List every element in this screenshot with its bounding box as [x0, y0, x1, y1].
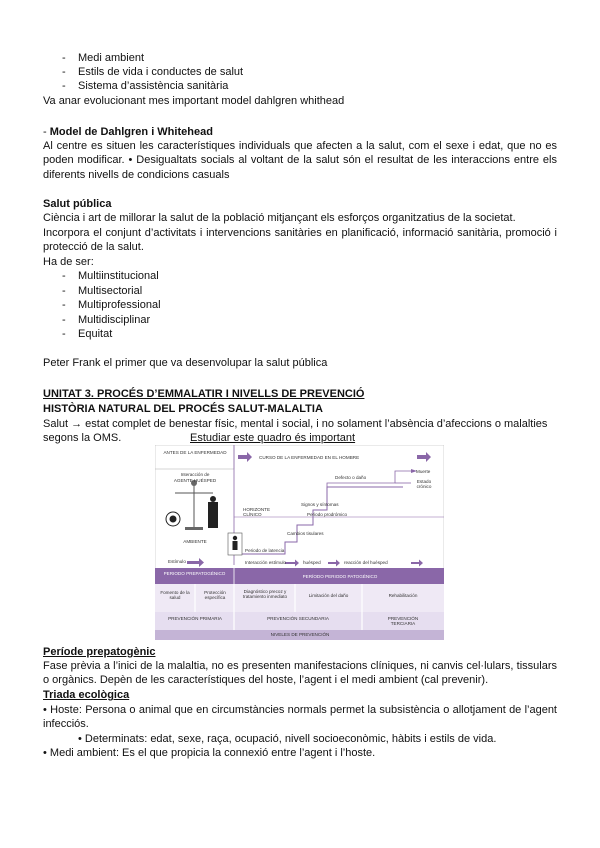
natural-history-diagram [155, 445, 444, 640]
study-note: Estudiar este quadro és important [190, 432, 356, 444]
diagram-label: Cambios tisulares [287, 531, 324, 536]
list-item: - Multiprofessional [62, 299, 161, 311]
diagram-label: PREVENCIÓN PRIMARIA [168, 616, 222, 621]
diagram-label: Limitación del daño [308, 593, 349, 598]
salut-definition: Salut → estat complet de benestar físic, mental i social, i no solament l’absència d’afeccions o malalties [43, 418, 548, 430]
unitat-title: UNITAT 3. PROCÉS D’EMMALATIR I NIVELLS DE PREVENCIÓ [43, 388, 365, 400]
dahlgren-heading: - Model de Dahlgren i Whitehead [43, 126, 213, 138]
evolution-line: Va anar evolucionant mes important model dahlgren whithead [43, 95, 345, 107]
diagram-label: Defecto o daño [335, 475, 367, 480]
diagram-label: CURSO DE LA ENFERMEDAD EN EL HOMBRE [259, 455, 360, 460]
diagram-label: Interacción de [180, 472, 210, 477]
list-item: - Equitat [62, 328, 113, 340]
diagram-label: Signos y síntomas [301, 502, 339, 507]
diagram-label: ANTES DE LA ENFERMEDAD [163, 450, 227, 455]
diagram-label: PREVENCIÓN SECUNDARIA [267, 616, 329, 621]
list-item: - Multidisciplinar [62, 314, 151, 326]
list-item: - Estils de vida i conductes de salut [62, 66, 244, 78]
diagram-label: Periodo de latencia [245, 548, 285, 553]
prepatogenic-heading: Període prepatogènic [43, 646, 156, 658]
triada-medi: • Medi ambient: Es el que propicia la connexió entre l’agent i l’hoste. [43, 747, 376, 759]
peter-frank-line: Peter Frank el primer que va desenvolupar la salut pública [43, 357, 328, 369]
salut-publica-definition: Ciència i art de millorar la salut de la població mitjançant els esforços organitzatius de la societat. [43, 212, 516, 224]
salut-publica-activities: Incorpora el conjunt d’activitats i intervencions sanitàries en planificació, informació sanitària, promoció i protecció de la salut. [43, 227, 557, 254]
diagram-label: Interacción estímulo [245, 560, 287, 565]
prepatogenic-text: Fase prèvia a l’inici de la malaltia, no es presenten manifestacions clíniques, ni canvis cel·lulars, tissulars o orgànics. Depèn de les característiques del hoste, l’agent i el medi ambient (cal prevenir). [43, 660, 557, 687]
diagram-label: huésped [303, 560, 321, 565]
diagram-label: AMBIENTE [183, 539, 207, 544]
triada-hoste: • Hoste: Persona o animal que en circumstàncies normals permet la subsistència o allotjament de l’agent infecciós. [43, 704, 557, 731]
list-item: - Sistema d’assistència sanitària [62, 80, 229, 92]
list-item: - Multisectorial [62, 285, 143, 297]
diagram-label: Estímulo [168, 559, 186, 564]
diagram-label: Rehabilitación [388, 593, 418, 598]
list-item: - Medi ambient [62, 52, 145, 64]
dahlgren-text: Al centre es situen les característiques individuals que afecten a la salut, com el sexe i edat, que no es poden modificar. • Desigualtats socials al voltant de la salut són el resultat de les interaccions entre els diferents nivells de condicions casuals [43, 140, 557, 181]
diagram-label: reacción del huésped [344, 560, 388, 565]
diagram-label: Diagnóstico precoz y tratamiento inmediato [242, 589, 288, 600]
list-item: - Multiinstitucional [62, 270, 159, 282]
unitat-subtitle: HISTÒRIA NATURAL DEL PROCÉS SALUT-MALALTIA [43, 403, 323, 415]
diagram-label: PERÍODO PERIODO PATOGÉNICO [302, 574, 378, 579]
salut-definition-cont: segons la OMS. [43, 432, 122, 444]
triada-heading: Triada ecològica [43, 689, 130, 701]
triada-determinats: • Determinats: edat, sexe, raça, ocupació, nivell socioeconòmic, hàbits i estils de vida. [78, 733, 497, 745]
salut-publica-heading: Salut pública [43, 198, 112, 210]
diagram-label: PERIODO PREPATOGÉNICO [163, 571, 226, 576]
diagram-label: AGENTE HUÉSPED [173, 478, 217, 483]
ha-de-ser: Ha de ser: [43, 256, 94, 268]
diagram-label: Fomento de la salud [160, 590, 190, 601]
diagram-label: HORIZONTE CLÍNICO [243, 507, 271, 518]
diagram-label: Protección específica [204, 590, 226, 601]
diagram-label: Muerte [416, 469, 431, 474]
diagram-label: PREVENCIÓN TERCIARIA [387, 616, 419, 627]
diagram-label: NIVELES DE PREVENCIÓN [270, 632, 330, 637]
diagram-label: Periodo prodrómico [307, 512, 348, 517]
diagram-label: Estado crónico [416, 479, 432, 490]
